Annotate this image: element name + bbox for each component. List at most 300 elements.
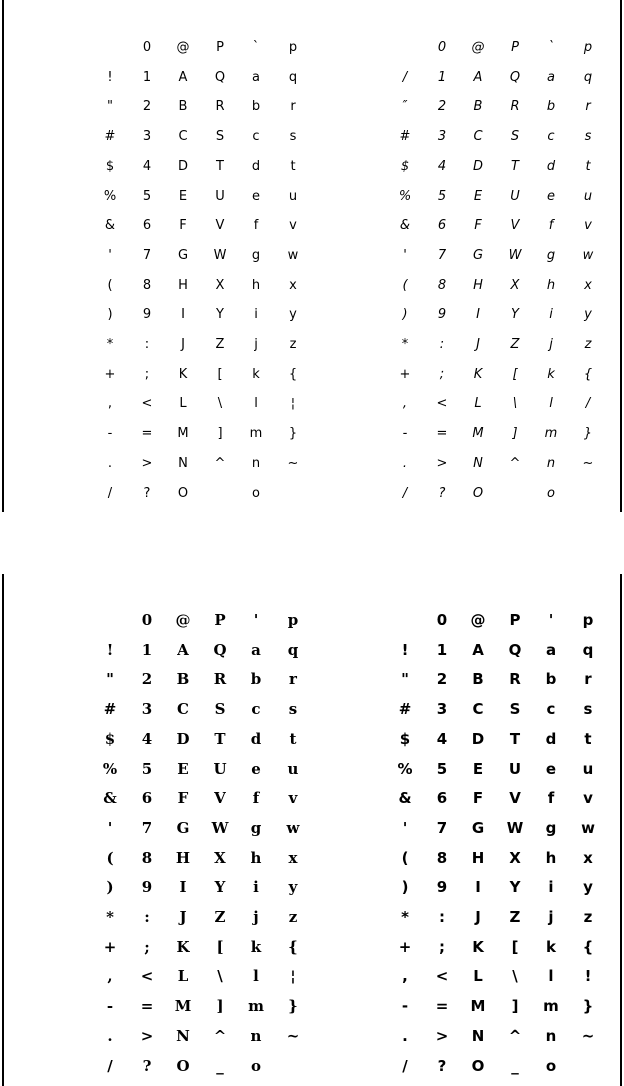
glyph-cell: > [435, 1027, 449, 1045]
glyph-cell: ^ [213, 1027, 227, 1045]
glyph-cell: x [583, 849, 593, 867]
glyph-cell: 0 [141, 611, 153, 629]
glyph-cell: R [510, 99, 520, 114]
glyph-cell: D [176, 730, 190, 748]
glyph-cell: * [401, 337, 409, 352]
glyph-cell: 8 [436, 849, 448, 867]
glyph-cell: 4 [142, 159, 152, 174]
glyph-cell: [ [216, 938, 224, 956]
glyph-cell: b [251, 99, 261, 114]
glyph-cell: Y [216, 307, 224, 322]
glyph-cell: i [548, 878, 554, 896]
glyph-cell: A [177, 641, 189, 659]
glyph-cell: C [177, 700, 189, 718]
glyph-cell: % [103, 189, 117, 204]
left-border-bottom [2, 574, 4, 1086]
glyph-cell: ' [403, 248, 407, 263]
glyph-cell: a [545, 641, 557, 659]
glyph-cell: z [288, 908, 298, 926]
glyph-cell: ) [402, 307, 408, 322]
glyph-cell: T [509, 730, 521, 748]
glyph-cell: P [214, 611, 226, 629]
glyph-cell: l [549, 396, 553, 411]
glyph-cell: X [510, 278, 520, 293]
glyph-cell: " [107, 99, 113, 114]
glyph-cell: Y [509, 878, 521, 896]
glyph-cell: + [398, 938, 412, 956]
glyph-cell: 6 [436, 789, 448, 807]
glyph-cell: Q [213, 641, 227, 659]
glyph-cell: O [471, 1057, 485, 1075]
glyph-cell: e [547, 189, 555, 204]
glyph-cell: q [287, 641, 299, 659]
glyph-cell: < [141, 396, 153, 411]
glyph-cell [497, 486, 533, 502]
glyph-cell: K [473, 367, 483, 382]
glyph-cell: A [472, 641, 484, 659]
glyph-cell: 3 [142, 129, 152, 144]
glyph-cell: u [583, 189, 593, 204]
glyph-cell: ] [217, 426, 223, 441]
glyph-cell: E [473, 189, 483, 204]
glyph-cell: I [179, 878, 187, 896]
glyph-cell: P [511, 40, 519, 55]
glyph-cell: X [215, 278, 225, 293]
glyph-cell: B [178, 99, 188, 114]
glyph-cell: G [472, 248, 484, 263]
glyph-cell: = [140, 997, 154, 1015]
glyph-cell: N [471, 1027, 485, 1045]
glyph-cell: q [582, 641, 594, 659]
glyph-cell: X [509, 849, 521, 867]
glyph-cell: ? [142, 1057, 152, 1075]
glyph-cell: ^ [214, 456, 226, 471]
glyph-cell: ~ [582, 456, 594, 471]
glyph-cell: " [106, 670, 114, 688]
glyph-cell: < [436, 396, 448, 411]
glyph-cell: R [213, 670, 227, 688]
glyph-cell: o [547, 486, 555, 501]
glyph-cell: ¦ [290, 967, 296, 985]
glyph-cell: k [252, 367, 260, 382]
glyph-cell: ? [438, 486, 446, 501]
glyph-cell: v [288, 789, 298, 807]
glyph-cell: m [544, 426, 558, 441]
glyph-cell: 7 [436, 819, 448, 837]
glyph-cell: y [583, 878, 593, 896]
glyph-cell: s [289, 129, 297, 144]
glyph-cell: w [286, 819, 300, 837]
glyph-cell: J [181, 337, 185, 352]
glyph-cell: G [177, 248, 189, 263]
glyph-cell: / [402, 486, 408, 501]
glyph-cell: M [472, 426, 484, 441]
glyph-cell: W [213, 248, 227, 263]
glyph-cell: T [216, 159, 224, 174]
glyph-cell: Q [214, 70, 226, 85]
glyph-cell: b [250, 670, 262, 688]
glyph-cell: ? [437, 1057, 447, 1075]
glyph-cell: L [177, 967, 189, 985]
glyph-cell: ' [253, 611, 259, 629]
glyph-cell: j [548, 908, 554, 926]
glyph-cell: n [545, 1027, 557, 1045]
glyph-cell: ] [216, 997, 224, 1015]
glyph-cell: [ [512, 367, 518, 382]
glyph-cell: Y [511, 307, 519, 322]
glyph-cell: : [439, 337, 445, 352]
glyph-cell: k [546, 938, 556, 956]
glyph-cell: ; [144, 938, 150, 956]
glyph-cell: B [473, 99, 483, 114]
glyph-cell: = [141, 426, 153, 441]
glyph-cell: - [401, 997, 409, 1015]
glyph-cell: T [214, 730, 226, 748]
glyph-cell: 9 [437, 307, 447, 322]
glyph-cell: 5 [141, 760, 153, 778]
glyph-cell [92, 40, 128, 56]
glyph-cell: _ [216, 1057, 224, 1075]
glyph-cell: D [177, 159, 188, 174]
glyph-cell: f [548, 218, 554, 233]
glyph-cell: \ [217, 967, 223, 985]
glyph-cell: R [509, 670, 521, 688]
glyph-cell: c [251, 700, 261, 718]
glyph-cell: B [472, 670, 484, 688]
glyph-cell: / [402, 1057, 408, 1075]
glyph-cell: # [103, 700, 117, 718]
glyph-cell: d [250, 730, 262, 748]
glyph-cell: l [253, 967, 259, 985]
glyph-cell: f [252, 789, 260, 807]
glyph-cell: @ [175, 611, 191, 629]
glyph-cell: D [472, 159, 483, 174]
glyph-cell: _ [511, 1057, 519, 1075]
glyph-cell: $ [400, 159, 410, 174]
glyph-cell: S [215, 129, 225, 144]
glyph-cell: , [402, 396, 408, 411]
glyph-cell: U [510, 189, 520, 204]
glyph-cell: J [179, 908, 187, 926]
glyph-cell: v [583, 789, 593, 807]
glyph-cell: ) [107, 307, 113, 322]
glyph-cell: , [107, 396, 113, 411]
glyph-cell: ! [401, 641, 409, 659]
glyph-cell: V [214, 789, 226, 807]
glyph-cell: \ [512, 396, 518, 411]
glyph-cell: O [176, 1057, 190, 1075]
glyph-cell: / [107, 1057, 113, 1075]
glyph-cell: ) [401, 878, 409, 896]
glyph-cell: e [545, 760, 557, 778]
glyph-cell: m [543, 997, 559, 1015]
glyph-cell: h [250, 849, 262, 867]
glyph-cell: i [253, 878, 259, 896]
glyph-cell: d [251, 159, 261, 174]
glyph-cell: S [510, 129, 520, 144]
glyph-cell: 9 [142, 307, 152, 322]
glyph-cell: w [582, 248, 594, 263]
glyph-cell: ` [547, 40, 555, 55]
glyph-cell: & [398, 789, 412, 807]
glyph-cell: w [581, 819, 595, 837]
glyph-cell: # [399, 129, 411, 144]
glyph-cell: I [476, 307, 480, 322]
glyph-cell: ^ [509, 456, 521, 471]
glyph-cell: 2 [436, 670, 448, 688]
glyph-cell: 0 [142, 40, 152, 55]
glyph-cell: ] [512, 426, 518, 441]
glyph-cell: ` [252, 40, 260, 55]
glyph-cell [92, 612, 128, 628]
glyph-cell: 3 [141, 700, 153, 718]
glyph-cell: x [288, 849, 298, 867]
glyph-cell: = [435, 997, 449, 1015]
glyph-cell: C [473, 129, 483, 144]
glyph-cell: ' [107, 819, 113, 837]
glyph-cell: f [253, 218, 259, 233]
glyph-cell: v [289, 218, 297, 233]
glyph-cell: { [583, 367, 593, 382]
glyph-cell: E [178, 189, 188, 204]
glyph-cell: 1 [142, 70, 152, 85]
glyph-cell: g [250, 819, 262, 837]
glyph-cell: j [549, 337, 553, 352]
glyph-cell: 9 [141, 878, 153, 896]
glyph-cell: ! [584, 967, 592, 985]
glyph-cell: \ [217, 396, 223, 411]
glyph-cell: : [144, 337, 150, 352]
glyph-cell: ( [107, 278, 113, 293]
glyph-cell: m [249, 426, 263, 441]
glyph-cell: K [176, 938, 190, 956]
glyph-cell: 1 [141, 641, 153, 659]
glyph-cell: Z [510, 337, 520, 352]
glyph-cell: i [549, 307, 553, 322]
glyph-cell: T [511, 159, 519, 174]
right-border-bottom [620, 574, 622, 1086]
glyph-cell: J [476, 337, 480, 352]
glyph-cell: y [584, 307, 592, 322]
glyph-cell: ' [402, 819, 408, 837]
glyph-cell: u [288, 189, 298, 204]
glyph-cell [202, 486, 238, 502]
glyph-cell: ! [107, 70, 113, 85]
glyph-cell: ; [439, 367, 445, 382]
glyph-cell: ″ [402, 99, 408, 114]
glyph-cell: % [102, 760, 118, 778]
glyph-cell: F [179, 218, 187, 233]
glyph-cell: * [106, 337, 114, 352]
glyph-cell: c [252, 129, 260, 144]
glyph-cell: d [546, 159, 556, 174]
glyph-cell: & [104, 218, 116, 233]
glyph-cell: P [216, 40, 224, 55]
glyph-cell: < [435, 967, 449, 985]
glyph-cell: . [107, 1027, 113, 1045]
glyph-cell: 2 [142, 99, 152, 114]
left-border-top [2, 0, 4, 512]
glyph-cell: 5 [437, 189, 447, 204]
glyph-cell: { [582, 938, 594, 956]
glyph-cell: e [251, 760, 261, 778]
glyph-cell: : [439, 908, 445, 926]
glyph-cell: o [252, 486, 260, 501]
glyph-cell: ? [143, 486, 151, 501]
glyph-cell: t [585, 159, 591, 174]
glyph-cell: s [583, 700, 593, 718]
glyph-cell: ! [106, 641, 114, 659]
glyph-cell: b [545, 670, 557, 688]
glyph-cell: t [289, 730, 297, 748]
glyph-cell: h [546, 278, 556, 293]
glyph-cell: H [178, 278, 188, 293]
glyph-cell: U [213, 760, 227, 778]
glyph-cell: A [178, 70, 188, 85]
glyph-cell: g [251, 248, 261, 263]
glyph-cell: r [584, 670, 592, 688]
glyph-cell: I [181, 307, 185, 322]
glyph-cell: $ [399, 730, 411, 748]
glyph-cell: S [214, 700, 226, 718]
glyph-cell: } [583, 426, 593, 441]
glyph-cell: 4 [437, 159, 447, 174]
glyph-cell: a [547, 70, 555, 85]
glyph-cell: > [140, 1027, 154, 1045]
glyph-cell: 3 [436, 700, 448, 718]
glyph-cell: 2 [141, 670, 153, 688]
glyph-cell: a [251, 641, 261, 659]
glyph-cell: @ [176, 40, 190, 55]
glyph-cell: ( [402, 278, 408, 293]
glyph-cell: w [287, 248, 299, 263]
glyph-cell: ; [439, 938, 445, 956]
right-border-top [620, 0, 622, 512]
glyph-cell: ( [401, 849, 409, 867]
glyph-cell: 4 [141, 730, 153, 748]
glyph-cell: & [399, 218, 411, 233]
glyph-cell [275, 486, 311, 502]
glyph-cell: [ [511, 938, 519, 956]
glyph-cell: B [176, 670, 190, 688]
glyph-cell: - [402, 426, 408, 441]
glyph-cell: p [287, 611, 299, 629]
glyph-cell: d [545, 730, 557, 748]
glyph-cell: S [509, 700, 521, 718]
glyph-cell: ~ [287, 456, 299, 471]
glyph-cell: / [107, 486, 113, 501]
glyph-cell: q [288, 70, 298, 85]
glyph-cell [570, 1058, 606, 1074]
glyph-cell: ^ [508, 1027, 522, 1045]
glyph-cell: 1 [437, 70, 447, 85]
glyph-cell: A [473, 70, 483, 85]
glyph-cell: U [215, 189, 225, 204]
glyph-cell: J [475, 908, 481, 926]
glyph-cell: q [583, 70, 593, 85]
glyph-cell: / [402, 70, 408, 85]
glyph-cell: N [178, 456, 188, 471]
glyph-cell: / [585, 396, 591, 411]
glyph-cell: 5 [436, 760, 448, 778]
glyph-cell: r [585, 99, 591, 114]
glyph-cell: ' [108, 248, 112, 263]
glyph-cell: Q [509, 70, 521, 85]
glyph-cell: K [178, 367, 188, 382]
glyph-cell: m [248, 997, 264, 1015]
glyph-cell: # [104, 129, 116, 144]
glyph-cell: ) [106, 878, 114, 896]
glyph-cell: k [250, 938, 262, 956]
glyph-cell: p [582, 611, 594, 629]
glyph-cell: I [475, 878, 481, 896]
glyph-cell: V [215, 218, 225, 233]
glyph-cell: * [106, 908, 114, 926]
glyph-cell: j [254, 337, 258, 352]
glyph-cell: b [546, 99, 556, 114]
glyph-cell: ' [548, 611, 554, 629]
glyph-cell: u [582, 760, 594, 778]
glyph-cell: ~ [581, 1027, 595, 1045]
glyph-cell: r [290, 99, 296, 114]
glyph-cell: D [471, 730, 485, 748]
glyph-cell: > [436, 456, 448, 471]
glyph-cell: = [436, 426, 448, 441]
glyph-cell: E [472, 760, 484, 778]
glyph-cell [387, 612, 423, 628]
glyph-cell: R [215, 99, 225, 114]
glyph-cell: L [474, 396, 482, 411]
glyph-cell: 0 [436, 611, 448, 629]
glyph-cell: p [288, 40, 298, 55]
glyph-cell: 8 [142, 278, 152, 293]
glyph-cell: * [401, 908, 409, 926]
glyph-cell: c [547, 129, 555, 144]
glyph-cell: , [107, 967, 113, 985]
glyph-cell: # [398, 700, 412, 718]
glyph-cell: 4 [436, 730, 448, 748]
glyph-cell: u [287, 760, 299, 778]
glyph-cell: + [103, 938, 117, 956]
glyph-cell: W [211, 819, 229, 837]
glyph-cell: h [545, 849, 557, 867]
glyph-cell: 5 [142, 189, 152, 204]
glyph-cell: ] [511, 997, 519, 1015]
glyph-cell: t [290, 159, 296, 174]
glyph-cell: 3 [437, 129, 447, 144]
glyph-cell: Y [214, 878, 226, 896]
glyph-cell: L [179, 396, 187, 411]
glyph-cell: 8 [141, 849, 153, 867]
glyph-cell: M [177, 426, 189, 441]
glyph-cell: } [582, 997, 594, 1015]
glyph-cell: C [178, 129, 188, 144]
glyph-cell: 7 [142, 248, 152, 263]
glyph-cell: l [548, 967, 554, 985]
glyph-cell: } [288, 997, 298, 1015]
glyph-cell: a [252, 70, 260, 85]
glyph-cell: . [402, 456, 408, 471]
glyph-cell [570, 486, 606, 502]
glyph-cell: s [584, 129, 592, 144]
glyph-cell: < [140, 967, 154, 985]
glyph-cell: % [397, 760, 413, 778]
glyph-cell: g [545, 819, 557, 837]
glyph-cell: t [584, 730, 592, 748]
glyph-cell: @ [470, 611, 486, 629]
glyph-cell: j [253, 908, 259, 926]
glyph-cell: + [104, 367, 116, 382]
